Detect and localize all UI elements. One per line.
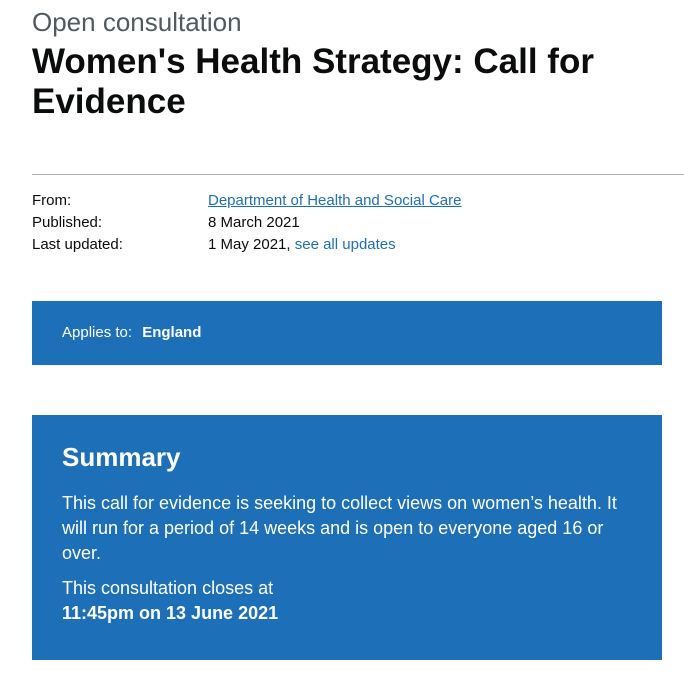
section-divider (32, 174, 684, 175)
summary-body: This call for evidence is seeking to collect views on women’s health. It will run for a period of 14 weeks and is open to everyone aged 16 or over. (62, 493, 617, 563)
closes-date: 11:45pm on 13 June 2021 (62, 603, 279, 623)
applies-to-label: Applies to: (62, 324, 133, 341)
metadata-from-row (32, 190, 652, 212)
metadata-published-row (32, 212, 652, 234)
applies-to-value: England (142, 324, 202, 341)
published-label: Published: (32, 214, 103, 231)
metadata-updated-row (32, 234, 652, 256)
closes-text: This consultation closes at (62, 578, 274, 598)
page-title: Women's Health Strategy: Call for Evidence (32, 42, 594, 121)
consultation-closes (62, 576, 632, 626)
applies-to-box (32, 301, 662, 365)
from-label: From: (32, 192, 72, 209)
updated-date: 1 May 2021, (208, 236, 291, 253)
page-context: Open consultation (32, 7, 242, 37)
from-organisation-link[interactable]: Department of Health and Social Care (208, 192, 462, 209)
metadata (32, 190, 652, 256)
summary-box (32, 415, 662, 660)
updated-label: Last updated: (32, 236, 123, 253)
published-date: 8 March 2021 (208, 214, 300, 231)
summary-heading: Summary (62, 442, 181, 472)
see-all-updates-link[interactable]: see all updates (294, 236, 396, 253)
